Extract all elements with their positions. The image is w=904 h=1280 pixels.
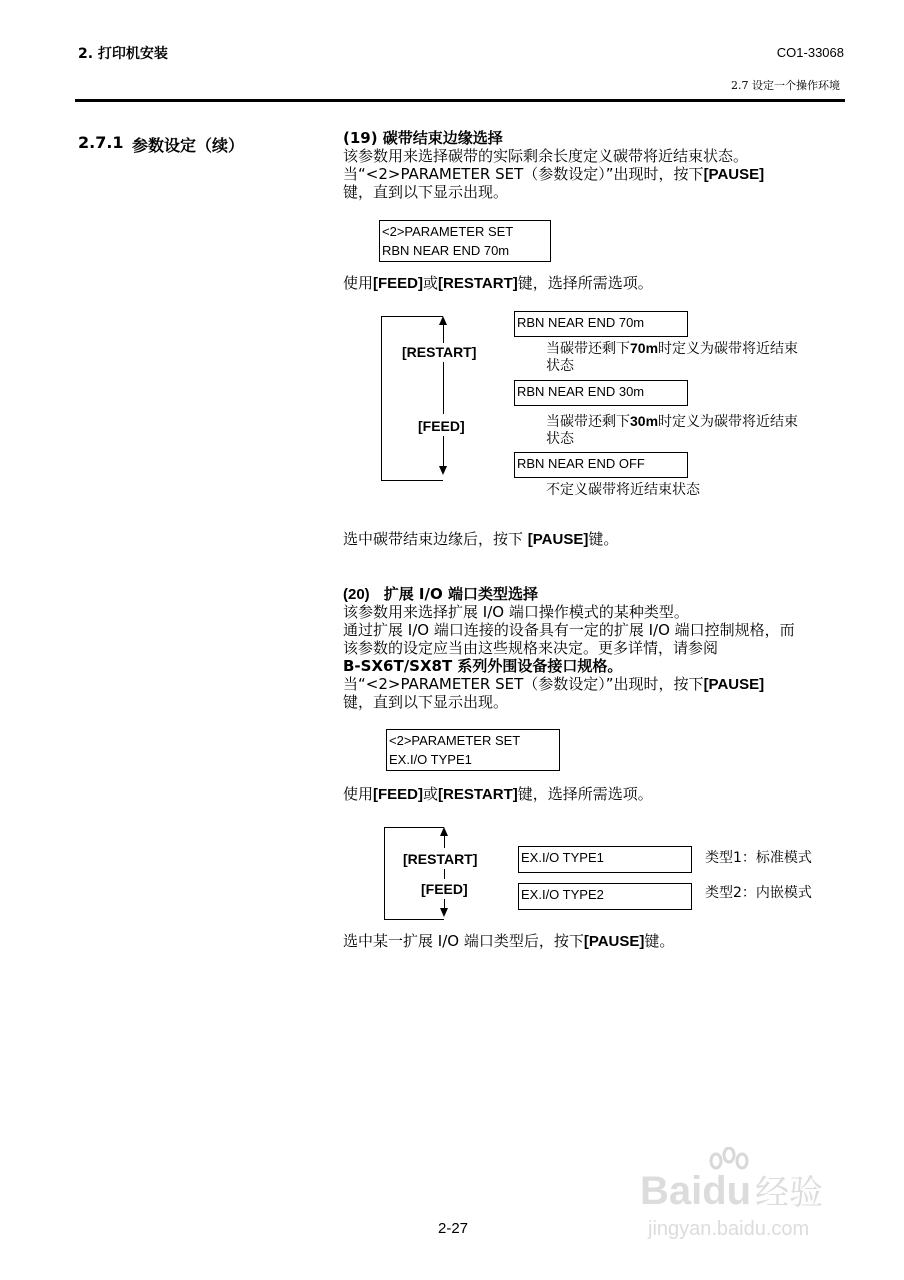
arrow-up-icon xyxy=(440,827,448,836)
s20-display xyxy=(386,729,560,771)
s20-option-desc: 类型1：标准模式 xyxy=(705,850,812,866)
s20-option-lcd: EX.I/O TYPE1 xyxy=(518,846,692,873)
s20-line6: 键，直到以下显示出现。 xyxy=(343,693,509,711)
watermark-brand2: du xyxy=(702,1169,752,1213)
s19-option-lcd: RBN NEAR END 30m xyxy=(514,380,688,406)
display-line1: <2>PARAMETER SET xyxy=(389,733,521,748)
s20-option-lcd: EX.I/O TYPE2 xyxy=(518,883,692,910)
watermark-cn: 经验 xyxy=(755,1173,824,1213)
section-label: 参数设定（续） xyxy=(132,136,245,155)
s19-line1: 该参数用来选择碳带的实际剩余长度定义碳带将近结束状态。 xyxy=(343,147,749,165)
s19-option-desc: 当碳带还剩下70m时定义为碳带将近结束 xyxy=(546,340,799,357)
s19-option-desc: 不定义碳带将近结束状态 xyxy=(546,482,700,498)
s19-option-desc-cont: 状态 xyxy=(546,358,574,374)
s19-option-lcd: RBN NEAR END OFF xyxy=(514,452,688,478)
s20-select-instruction: 使用[FEED]或[RESTART]键，选择所需选项。 xyxy=(343,785,653,803)
watermark-url: jingyan.baidu.com xyxy=(648,1218,810,1240)
s20-line2: 通过扩展 I/O 端口连接的设备具有一定的扩展 I/O 端口控制规格，而 xyxy=(343,621,795,639)
s20-line5: 当“<2>PARAMETER SET（参数设定）”出现时，按下[PAUSE] xyxy=(343,675,765,693)
chapter-title: 2. 打印机安装 xyxy=(78,46,168,62)
s20-heading: (20) 扩展 I/O 端口类型选择 xyxy=(343,585,538,603)
section-number: 2.7.1 xyxy=(78,133,124,152)
s19-select-instruction: 使用[FEED]或[RESTART]键，选择所需选项。 xyxy=(343,274,653,292)
display-line1: <2>PARAMETER SET xyxy=(382,224,514,239)
watermark-brand: Bai xyxy=(640,1169,703,1213)
arrow-down-icon xyxy=(440,908,448,917)
s19-display xyxy=(379,220,551,262)
s19-line2: 当“<2>PARAMETER SET（参数设定）”出现时，按下[PAUSE] xyxy=(343,165,765,183)
paw-icon xyxy=(706,1147,754,1187)
s20-line1: 该参数用来选择扩展 I/O 端口操作模式的某种类型。 xyxy=(343,603,689,621)
feed-key: [FEED] xyxy=(418,418,465,434)
s19-line3: 键，直到以下显示出现。 xyxy=(343,183,509,201)
s19-option-desc: 当碳带还剩下30m时定义为碳带将近结束 xyxy=(546,413,799,430)
page-number: 2-27 xyxy=(438,1220,469,1237)
s20-line3: 该参数的设定应当由这些规格来决定。更多详情，请参阅 xyxy=(343,639,719,657)
arrow-up-icon xyxy=(439,316,447,325)
s20-option-desc: 类型2：内嵌模式 xyxy=(705,885,812,901)
arrow-down-icon xyxy=(439,466,447,475)
s19-option-lcd: RBN NEAR END 70m xyxy=(514,311,688,337)
s19-after: 选中碳带结束边缘后，按下 [PAUSE]键。 xyxy=(343,530,619,548)
restart-key: [RESTART] xyxy=(402,344,477,360)
feed-key: [FEED] xyxy=(421,881,468,897)
s20-line4: B-SX6T/SX8T 系列外围设备接口规格。 xyxy=(343,657,623,675)
s19-option-desc-cont: 状态 xyxy=(546,431,574,447)
baidu-watermark xyxy=(640,1165,823,1214)
doc-code: CO1-33068 xyxy=(776,45,844,60)
header-rule xyxy=(75,99,845,102)
s20-after: 选中某一扩展 I/O 端口类型后，按下[PAUSE]键。 xyxy=(343,932,675,950)
display-line2: RBN NEAR END 70m xyxy=(382,243,510,258)
section-ref: 2.7 设定一个操作环境 xyxy=(731,79,840,92)
s19-heading: (19) 碳带结束边缘选择 xyxy=(343,129,503,147)
restart-key: [RESTART] xyxy=(403,851,478,867)
display-line2: EX.I/O TYPE1 xyxy=(389,752,472,767)
